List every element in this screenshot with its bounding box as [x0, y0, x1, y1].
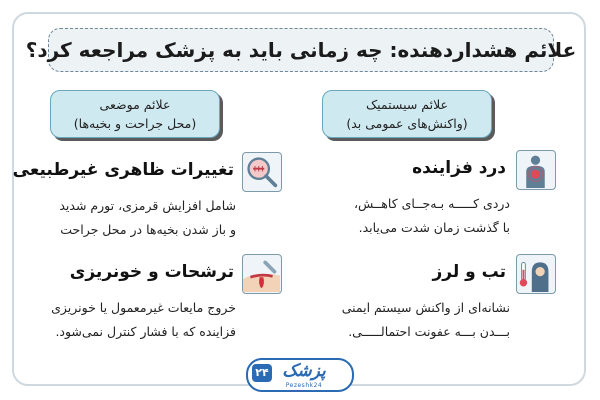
- logo-number: ۲۴: [252, 364, 272, 382]
- fever-text-line2: بـــدن بـــه عفونت احتمالـــــی.: [348, 324, 510, 339]
- pain-text-line1: دردی کـــــه بـه‌جــای کاهــش،: [354, 196, 510, 211]
- thermometer-chills-icon: [516, 254, 556, 294]
- systemic-heading-line2: (واکنش‌های عمومی بد): [346, 116, 468, 131]
- appearance-title: تغییرات ظاهری غیرطبیعی: [12, 160, 234, 180]
- logo-name: پزشک: [282, 361, 326, 381]
- fever-title: تب و لرز: [432, 262, 506, 282]
- discharge-text-line1: خروج مایعات غیرمعمول یا خونریزی: [51, 300, 236, 315]
- discharge-text-line2: فزاینده که با فشار کنترل نمی‌شود.: [55, 324, 236, 339]
- bleeding-wound-icon: [242, 254, 282, 294]
- page-title: علائم هشداردهنده: چه زمانی باید به پزشک مراجعه کرد؟: [48, 28, 554, 72]
- pain-title: درد فزاینده: [412, 158, 506, 178]
- local-heading-line2: (محل جراحت و بخیه‌ها): [73, 116, 197, 131]
- body-pain-icon: [516, 150, 556, 190]
- systemic-heading-line1: علائم سیستمیک: [365, 97, 449, 112]
- local-heading-line1: علائم موضعی: [99, 97, 171, 112]
- discharge-title: ترشحات و خونریزی: [69, 262, 234, 282]
- appearance-text-line1: شامل افزایش قرمزی، تورم شدید: [59, 198, 236, 213]
- appearance-text-line2: و باز شدن بخیه‌ها در محل جراحت: [60, 222, 236, 237]
- logo-subtitle: Pezeshk24: [285, 382, 323, 389]
- pain-text-line2: با گذشت زمان شدت می‌یابد.: [358, 220, 510, 235]
- systemic-column-heading: [322, 90, 492, 138]
- local-column-heading: [50, 90, 220, 138]
- wound-magnifier-icon: [242, 152, 282, 192]
- fever-text-line1: نشانه‌ای از واکنش سیستم ایمنی: [341, 300, 510, 315]
